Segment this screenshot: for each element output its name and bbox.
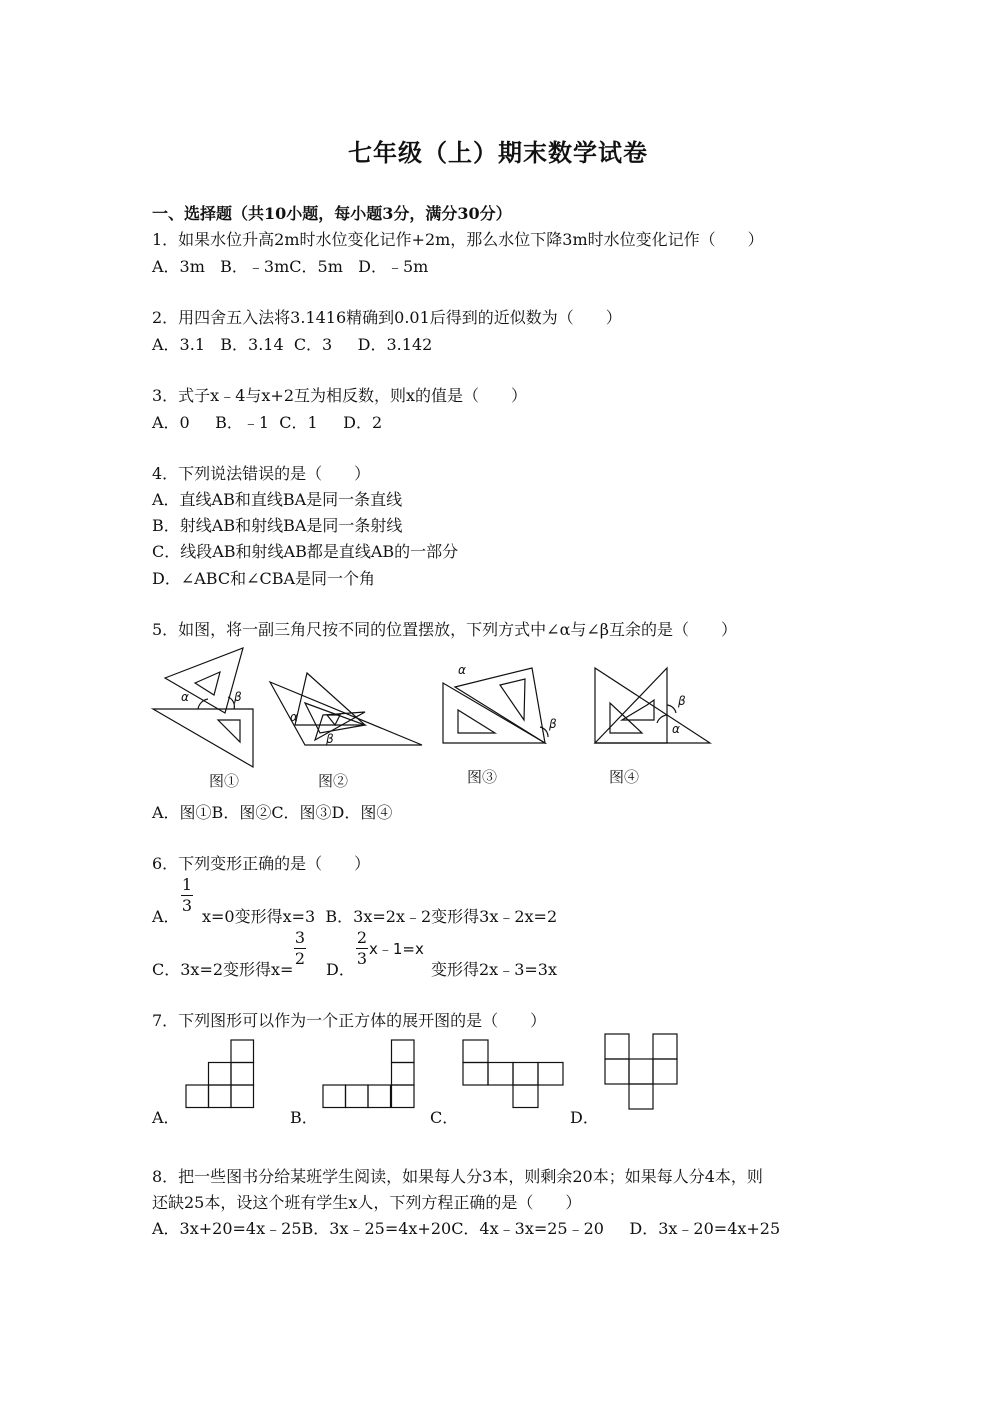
triangle-ruler-figure-2 <box>265 665 430 750</box>
question-8-stem-line-1: 8．把一些图书分给某班学生阅读，如果每人分3本，则剩余20本；如果每人分4本，则 <box>152 1167 763 1186</box>
question-2-stem: 2．用四舍五入法将3.1416精确到0.01后得到的近似数为（ ） <box>152 308 622 327</box>
question-7-option-a-label: A． <box>152 1108 180 1127</box>
question-6-option-d-label: D． <box>326 960 355 979</box>
fig3-beta-label: β <box>549 717 557 731</box>
question-7-option-b-label: B． <box>290 1108 318 1127</box>
fraction-denominator: 3 <box>356 949 368 968</box>
fig1-caption: 图① <box>209 772 240 790</box>
fraction-three-halves <box>294 930 306 967</box>
question-4-stem: 4．下列说法错误的是（ ） <box>152 464 371 483</box>
fig4-caption: 图④ <box>609 768 640 786</box>
question-1-options: A．3m B．﹣3mC．5m D．﹣5m <box>152 257 429 276</box>
fig1-alpha-label: α <box>181 690 189 704</box>
cube-net-option-d <box>604 1033 682 1113</box>
question-7-stem: 7．下列图形可以作为一个正方体的展开图的是（ ） <box>152 1011 547 1030</box>
question-5-stem: 5．如图，将一副三角尺按不同的位置摆放，下列方式中∠α与∠β互余的是（ ） <box>152 620 738 639</box>
fraction-denominator: 2 <box>294 949 306 968</box>
fig2-caption: 图② <box>318 772 349 790</box>
question-6-option-d-text: 变形得2x﹣3=3x <box>431 960 557 979</box>
cube-net-option-c <box>462 1039 566 1111</box>
question-7-option-d-label: D． <box>570 1108 599 1127</box>
question-6-option-c: C．3x=2变形得x= <box>152 960 294 979</box>
question-1-stem: 1．如果水位升高2m时水位变化记作+2m，那么水位下降3m时水位变化记作（ ） <box>152 230 764 249</box>
question-8-stem-line-2: 还缺25本，设这个班有学生x人，下列方程正确的是（ ） <box>152 1193 582 1212</box>
fig1-beta-label: β <box>234 690 242 704</box>
triangle-ruler-figure-1 <box>150 645 260 770</box>
question-8-options: A．3x+20=4x﹣25B．3x﹣25=4x+20C．4x﹣3x=25﹣20 D．3x﹣20=4x+25 <box>152 1219 781 1238</box>
fraction-numerator: 1 <box>181 875 193 894</box>
question-6-option-a-label: A． <box>152 907 180 926</box>
question-4-option-c: C．线段AB和射线AB都是直线AB的一部分 <box>152 542 459 561</box>
question-6-option-a-b: x=0变形得x=3 B．3x=2x﹣2变形得3x﹣2x=2 <box>202 907 558 926</box>
question-4-option-b: B．射线AB和射线BA是同一条射线 <box>152 516 403 535</box>
fig3-caption: 图③ <box>467 768 498 786</box>
fig2-beta-label: β <box>326 732 334 746</box>
fraction-one-third <box>181 877 193 914</box>
question-3-stem: 3．式子x﹣4与x+2互为相反数，则x的值是（ ） <box>152 386 528 405</box>
triangle-ruler-figure-3 <box>440 665 565 750</box>
fig2-alpha-label: α <box>290 710 298 724</box>
question-2-options: A．3.1 B．3.14 C．3 D．3.142 <box>152 335 433 354</box>
section-heading: 一、选择题（共10小题，每小题3分，满分30分） <box>152 204 512 223</box>
question-7-option-c-label: C． <box>430 1108 459 1127</box>
question-3-options: A．0 B．﹣1 C．1 D．2 <box>152 413 383 432</box>
cube-net-option-a <box>185 1039 257 1111</box>
cube-net-option-b <box>322 1039 418 1111</box>
question-4-option-d: D．∠ABC和∠CBA是同一个角 <box>152 569 376 588</box>
fraction-numerator: 2 <box>356 928 368 947</box>
question-6-option-d-expression: x﹣1=x <box>369 940 424 958</box>
fraction-numerator: 3 <box>294 928 306 947</box>
fraction-denominator: 3 <box>181 896 193 915</box>
question-4-option-a: A．直线AB和直线BA是同一条直线 <box>152 490 403 509</box>
fig4-beta-label: β <box>678 694 686 708</box>
fraction-two-thirds <box>356 930 368 967</box>
question-6-stem: 6．下列变形正确的是（ ） <box>152 854 371 873</box>
question-5-options: A．图①B．图②C．图③D．图④ <box>152 803 393 822</box>
page-title: 七年级（上）期末数学试卷 <box>348 138 648 167</box>
triangle-ruler-figure-4 <box>592 665 717 750</box>
fig4-alpha-label: α <box>672 722 680 736</box>
fig3-alpha-label: α <box>458 663 466 677</box>
